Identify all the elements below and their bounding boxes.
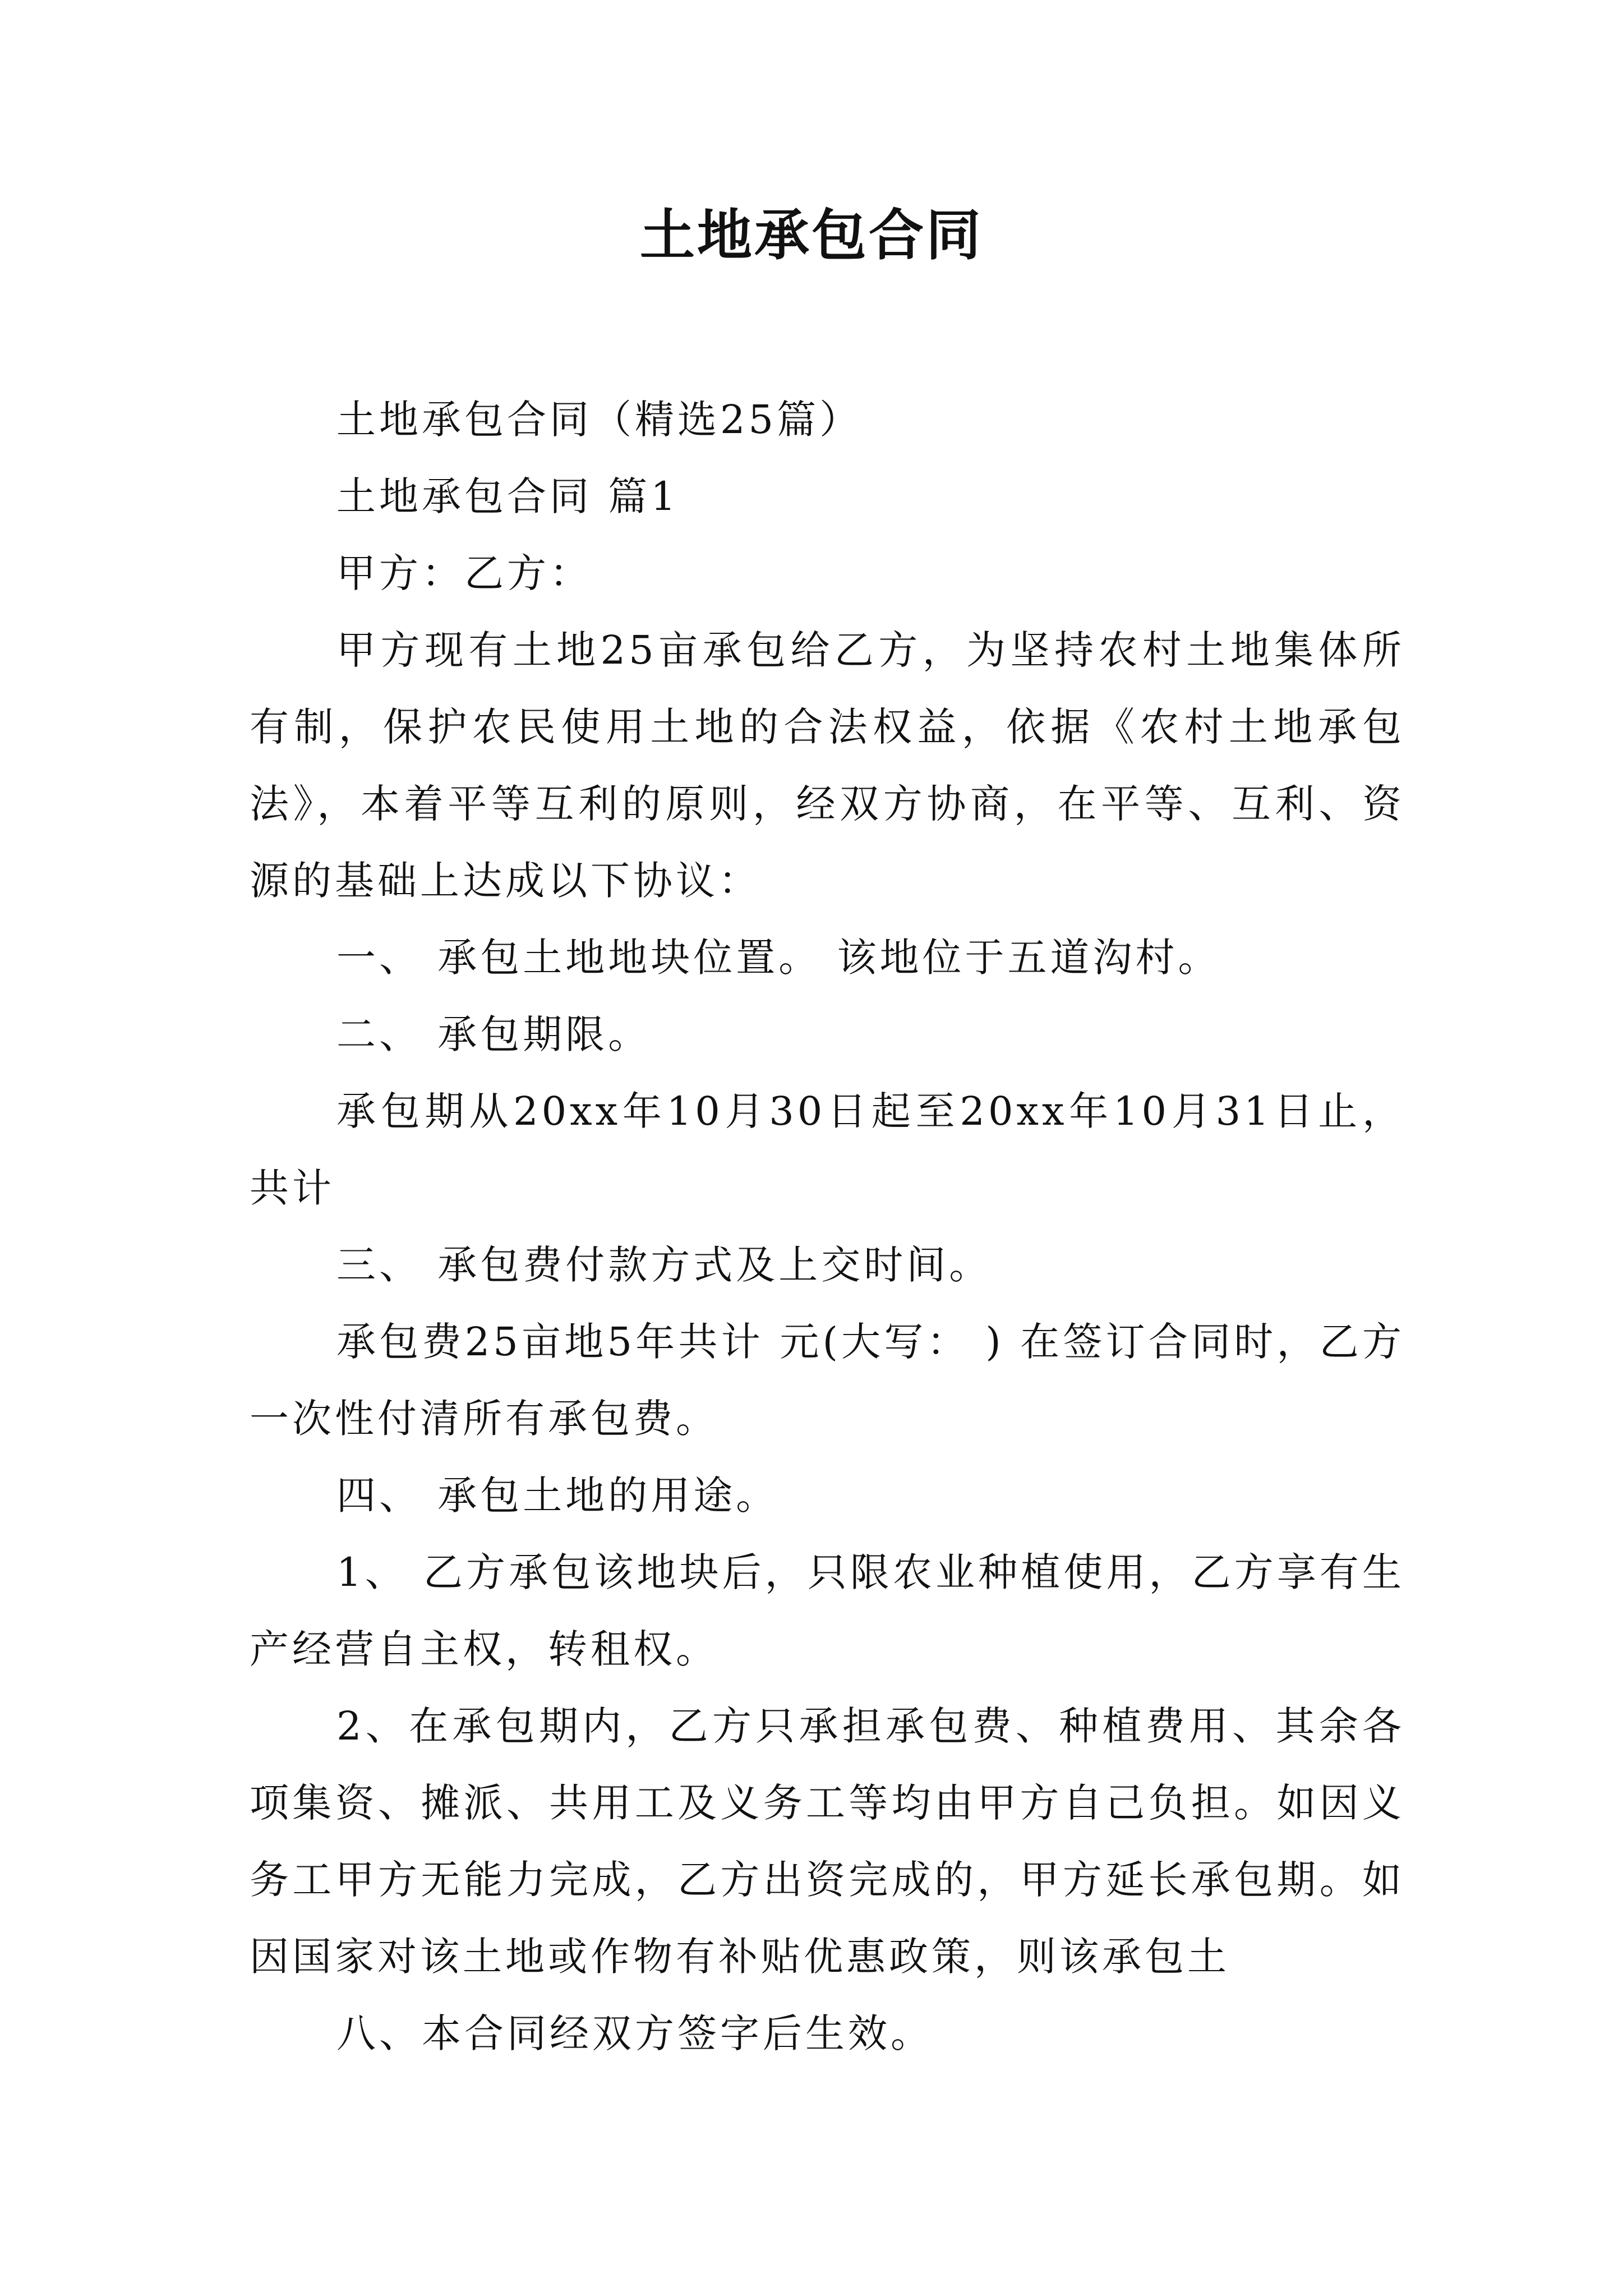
paragraph-clause-2-heading: 二、 承包期限。	[336, 1011, 651, 1057]
paragraph-parties: 甲方：乙方：	[336, 550, 592, 596]
document-title: 土地承包合同	[639, 203, 983, 268]
paragraph-section-heading: 土地承包合同 篇1	[336, 473, 679, 519]
paragraph-subtitle: 土地承包合同（精选25篇）	[336, 397, 863, 443]
paragraph-clause-3-heading: 三、 承包费付款方式及上交时间。	[336, 1242, 992, 1288]
paragraph-clause-4-item-2: 2、在承包期内，乙方只承担承包费、种植费用、其余各项集资、摊派、共用工及义务工等均由甲方自己负担。如因义务工甲方无能力完成，乙方出资完成的，甲方延长承包期。如因国家对该土地或作物有补贴优惠政策，则该承包土	[250, 1703, 1405, 1980]
paragraph-clause-8: 八、本合同经双方签字后生效。	[336, 2010, 933, 2056]
paragraph-preamble: 甲方现有土地25亩承包给乙方，为坚持农村土地集体所有制，保护农民使用土地的合法权益，依据《农村土地承包法》，本着平等互利的原则，经双方协商，在平等、互利、资源的基础上达成以下协议：	[250, 627, 1405, 904]
paragraph-clause-4-item-1: 1、 乙方承包该地块后，只限农业种植使用，乙方享有生产经营自主权，转租权。	[250, 1549, 1405, 1672]
paragraph-clause-4-heading: 四、 承包土地的用途。	[336, 1473, 779, 1519]
paragraph-clause-3-body: 承包费25亩地5年共计 元(大写： ) 在签订合同时，乙方一次性付清所有承包费。	[250, 1319, 1405, 1442]
paragraph-clause-1-heading: 一、 承包土地地块位置。 该地位于五道沟村。	[336, 935, 1221, 981]
document-body	[250, 381, 1405, 2072]
paragraph-clause-2-body: 承包期从20xx年10月30日起至20xx年10月31日止，共计	[250, 1088, 1405, 1211]
